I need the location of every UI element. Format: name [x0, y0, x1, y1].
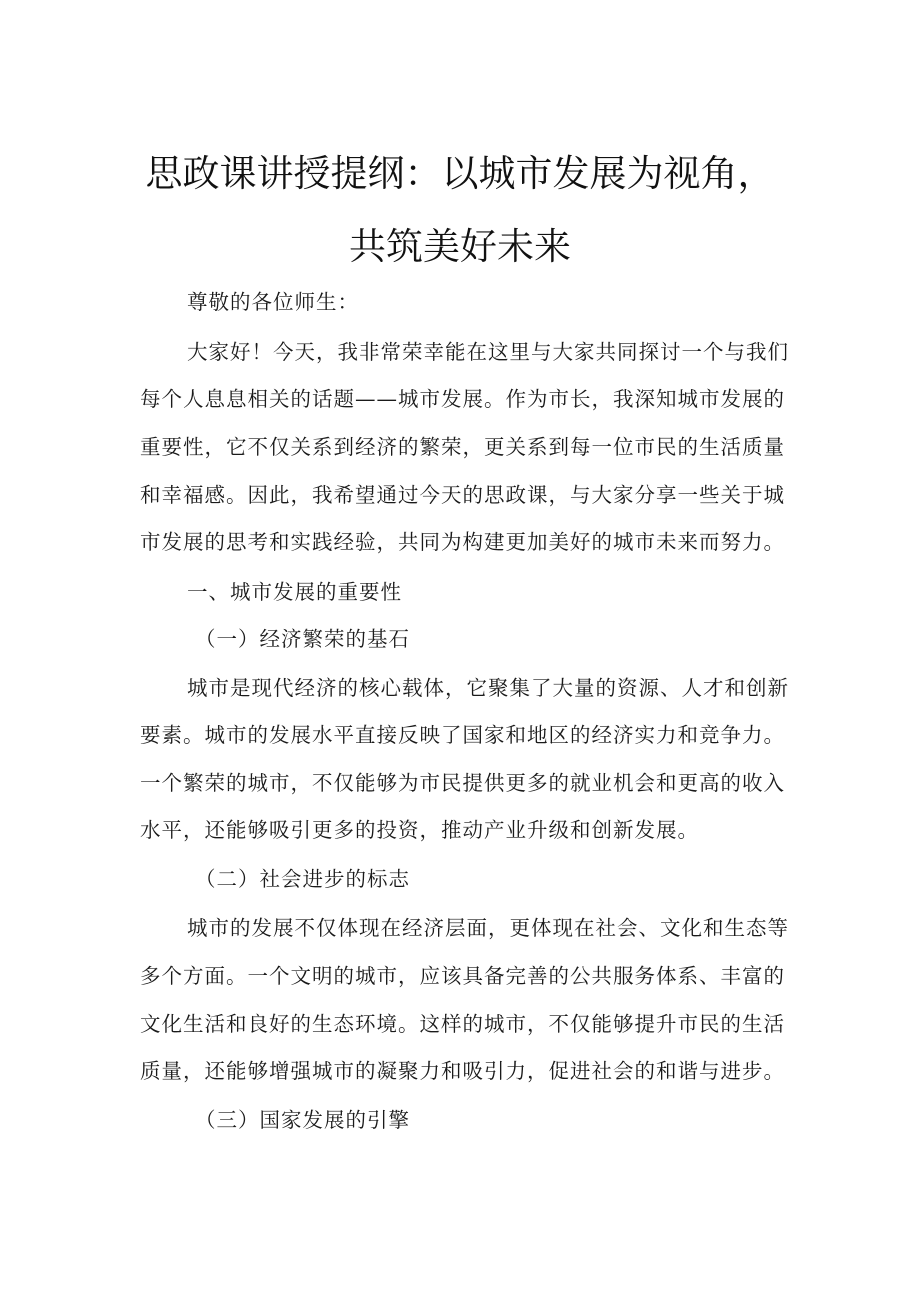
- subsection-heading-2: （二）社会进步的标志: [195, 867, 410, 891]
- intro-line-1: 大家好！今天，我非常荣幸能在这里与大家共同探讨一个与我们: [187, 340, 789, 364]
- intro-line-3: 重要性，它不仅关系到经济的繁荣，更关系到每一位市民的生活质量: [140, 435, 785, 459]
- intro-line-4: 和幸福感。因此，我希望通过今天的思政课，与大家分享一些关于城: [140, 483, 785, 507]
- document-title-line-1: 思政课讲授提纲：以城市发展为视角，: [145, 152, 775, 195]
- sub1-line-1: 城市是现代经济的核心载体，它聚集了大量的资源、人才和创新: [187, 676, 789, 700]
- subsection-heading-3: （三）国家发展的引擎: [195, 1108, 410, 1132]
- sub2-line-3: 文化生活和良好的生态环境。这样的城市，不仅能够提升市民的生活: [140, 1012, 785, 1036]
- sub1-line-3: 一个繁荣的城市，不仅能够为市民提供更多的就业机会和更高的收入: [140, 771, 785, 795]
- sub2-line-2: 多个方面。一个文明的城市，应该具备完善的公共服务体系、丰富的: [140, 964, 785, 988]
- sub1-line-4: 水平，还能够吸引更多的投资，推动产业升级和创新发展。: [140, 818, 699, 842]
- sub1-line-2: 要素。城市的发展水平直接反映了国家和地区的经济实力和竞争力。: [140, 723, 785, 747]
- intro-line-2: 每个人息息相关的话题——城市发展。作为市长，我深知城市发展的: [140, 387, 785, 411]
- salutation: 尊敬的各位师生：: [187, 290, 359, 314]
- section-heading-1: 一、城市发展的重要性: [187, 580, 402, 604]
- intro-line-5: 市发展的思考和实践经验，共同为构建更加美好的城市未来而努力。: [140, 530, 785, 554]
- sub2-line-1: 城市的发展不仅体现在经济层面，更体现在社会、文化和生态等: [187, 916, 789, 940]
- sub2-line-4: 质量，还能够增强城市的凝聚力和吸引力，促进社会的和谐与进步。: [140, 1059, 785, 1083]
- subsection-heading-1: （一）经济繁荣的基石: [195, 627, 410, 651]
- document-title-line-2: 共筑美好未来: [349, 225, 571, 268]
